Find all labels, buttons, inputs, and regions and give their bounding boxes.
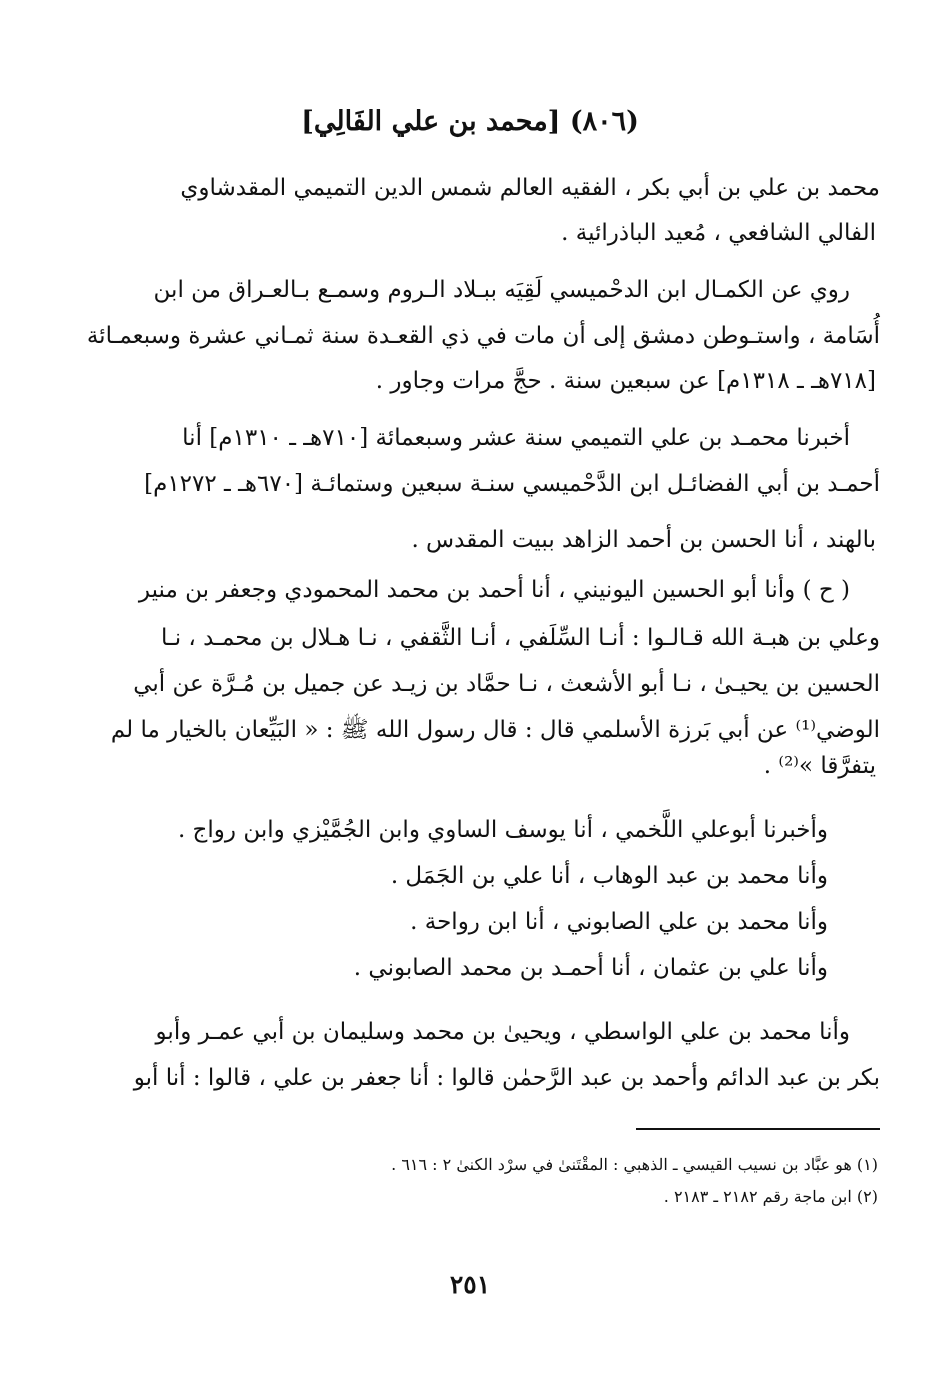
- body-line: الفالي الشافعي ، مُعيد الباذرائية .: [561, 220, 876, 246]
- body-line: وعلي بن هبـة الله قـالـوا : أنـا السِّلَفي ، أنـا الثَّقفي ، نـا هـلال بن محمـد ، نـا: [160, 625, 880, 651]
- body-line: [٧١٨هـ ـ ١٣١٨م] عن سبعين سنة . حجَّ مرات وجاور .: [375, 368, 876, 394]
- entry-title: (٨٠٦) [محمد بن علي الفَالِي]: [301, 106, 639, 137]
- body-line: الوضي⁽¹⁾ عن أبي بَرزة الأسلمي قال : قال رسول الله ﷺ : « البَيِّعان بالخيار ما لم: [110, 717, 880, 743]
- body-line: بكر بن عبد الدائم وأحمد بن عبد الرَّحمٰن قالوا : أنا جعفر بن علي ، قالوا : أنا أبو: [133, 1065, 880, 1091]
- body-line: وأنا محمد بن علي الصابوني ، أنا ابن رواحة .: [410, 909, 828, 935]
- body-line: أحمـد بن أبي الفضائـل ابن الدَّحْميسي سنـة سبعين وستمائـة [٦٧٠هـ ـ ١٢٧٢م]: [144, 471, 880, 497]
- body-line: الحسين بن يحيـىٰ ، نـا أبو الأشعث ، نـا حمَّاد بن زيـد عن جميل بن مُـرَّة عن أبي: [133, 671, 880, 697]
- body-line: وأنا محمد بن علي الواسطي ، ويحيىٰ بن محمد وسليمان بن أبي عمـر وأبو: [155, 1019, 850, 1045]
- body-line: محمد بن علي بن أبي بكر ، الفقيه العالم شمس الدين التميمي المقدشاوي: [180, 175, 880, 201]
- body-line: بالهند ، أنا الحسن بن أحمد الزاهد ببيت المقدس .: [411, 527, 876, 553]
- body-line: وأنا علي بن عثمان ، أنا أحمـد بن محمد الصابوني .: [353, 955, 828, 981]
- body-line: وأخبرنا أبوعلي اللَّخمي ، أنا يوسف الساوي وابن الجُمَّيْزي وابن رواج .: [177, 817, 828, 843]
- footnote-1: (١) هو عبَّاد بن نسيب القيسي ـ الذهبي : المقْتَنىٰ في سرْد الكنىٰ ٢ : ٦١٦ .: [391, 1155, 878, 1174]
- page-number: ٢٥١: [449, 1270, 491, 1299]
- body-line: ( ح ) وأنا أبو الحسين اليونيني ، أنا أحمد بن محمد المحمودي وجعفر بن منير: [138, 577, 850, 603]
- footnote-separator: [636, 1128, 880, 1130]
- body-line: أخبرنا محمـد بن علي التميمي سنة عشر وسبعمائة [٧١٠هـ ـ ١٣١٠م] أنا: [182, 425, 850, 451]
- body-line: روي عن الكمـال ابن الدحْميسي لَقِيَه ببـلاد الـروم وسمـع بـالعـراق من ابن: [153, 277, 850, 303]
- footnote-2: (٢) ابن ماجة رقم ٢١٨٢ ـ ٢١٨٣ .: [663, 1187, 878, 1206]
- body-line: يتفرَّقا »⁽²⁾ .: [763, 753, 876, 779]
- body-line: أُسَامة ، واستـوطن دمشق إلى أن مات في ذي القعـدة سنة ثمـاني عشرة وسبعمـائة: [86, 323, 880, 349]
- body-line: وأنا محمد بن عبد الوهاب ، أنا علي بن الجَمَل .: [390, 863, 828, 889]
